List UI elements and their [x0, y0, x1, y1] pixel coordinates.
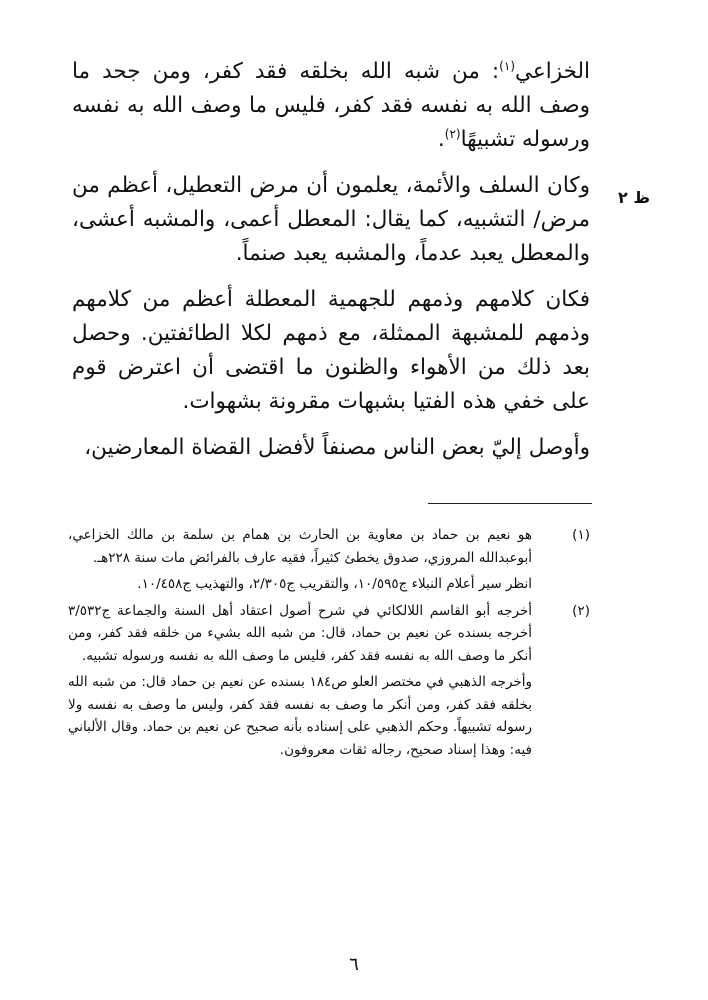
footnote-1-references: انظر سير أعلام النبلاء ج١٠/٥٩٥، والتقريب ج٢/٣٠٥، والتهذيب ج١٠/٤٥٨.	[137, 576, 532, 592]
paragraph-4: وأوصل إليّ بعض الناس مصنفاً لأفضل القضاة المعارضين،	[84, 435, 590, 460]
p1-start: الخزاعي	[515, 59, 590, 84]
page-number: ٦	[349, 954, 359, 975]
footnote-2-text: أخرجه أبو القاسم اللالكائي في شرح أصول اعتقاد أهل السنة والجماعة ج٣/٥٣٢ أخرجه بسنده عن نعيم بن حماد، قال: من شبه الله بشيء من خلقه فقد كفر، ومن أنكر ما وصف الله به نفسه فقد كفر، فليس ما وصف الله به نفسه ورسوله تشبيه.	[68, 602, 532, 664]
p1-end: .	[437, 127, 445, 152]
footnote-2-references: وأخرجه الذهبي في مختصر العلو ص١٨٤ بسنده عن نعيم بن حماد قال: من شبه الله بخلقه فقد كفر، ومن أنكر ما وصف به نفسه فقد كفر، وليس ما وصف به نفسه ولا رسوله تشبيهاً. وحكم الذهبي على إسناده بأنه صحيح عن نعيم بن حماد. وقال الألباني فيه: وهذا إسناد صحيح، رجاله ثقات معروفون.	[68, 674, 533, 758]
footnote-1-number: (١)	[572, 527, 590, 543]
p1-body: : من شبه الله بخلقه فقد كفر، ومن جحد ما وصف الله به نفسه فقد كفر، فليس ما وصف الله به نفسه ورسوله تشبيهًا	[72, 59, 590, 152]
manuscript-marker: ظ ٢	[618, 188, 650, 207]
footnote-separator	[428, 503, 592, 504]
paragraph-1	[72, 55, 590, 157]
footnote-ref-1[interactable]: (١)	[499, 58, 515, 73]
main-text	[72, 55, 590, 477]
paragraph-2: وكان السلف والأئمة، يعلمون أن مرض التعطيل، أعظم من مرض/ التشبيه، كما يقال: المعطل أعمى، والمشبه أعشى، والمعطل يعبد عدماً، والمشبه يعبد صنماً.	[72, 173, 590, 266]
footnote-1-text: هو نعيم بن حماد بن معاوية بن الحارث بن همام بن سلمة بن مالك الخزاعي، أبوعبدالله المروزي، صدوق يخطئ كثيراً، فقيه عارف بالفرائض مات سنة ٢٢٨هـ.	[68, 527, 532, 566]
footnote-2-number: (٢)	[572, 602, 590, 619]
footnote-2	[68, 600, 590, 762]
paragraph-3: فكان كلامهم وذمهم للجهمية المعطلة أعظم من كلامهم وذمهم للمشبهة الممثلة، مع ذمهم لكلا الطائفتين. وحصل بعد ذلك من الأهواء والظنون ما اقتضى أن اعترض قوم على خفي هذه الفتيا بشبهات مقرونة بشهوات.	[72, 287, 590, 414]
footnotes	[68, 524, 590, 765]
footnote-ref-2[interactable]: (٢)	[444, 126, 461, 141]
footnote-1	[68, 524, 590, 596]
